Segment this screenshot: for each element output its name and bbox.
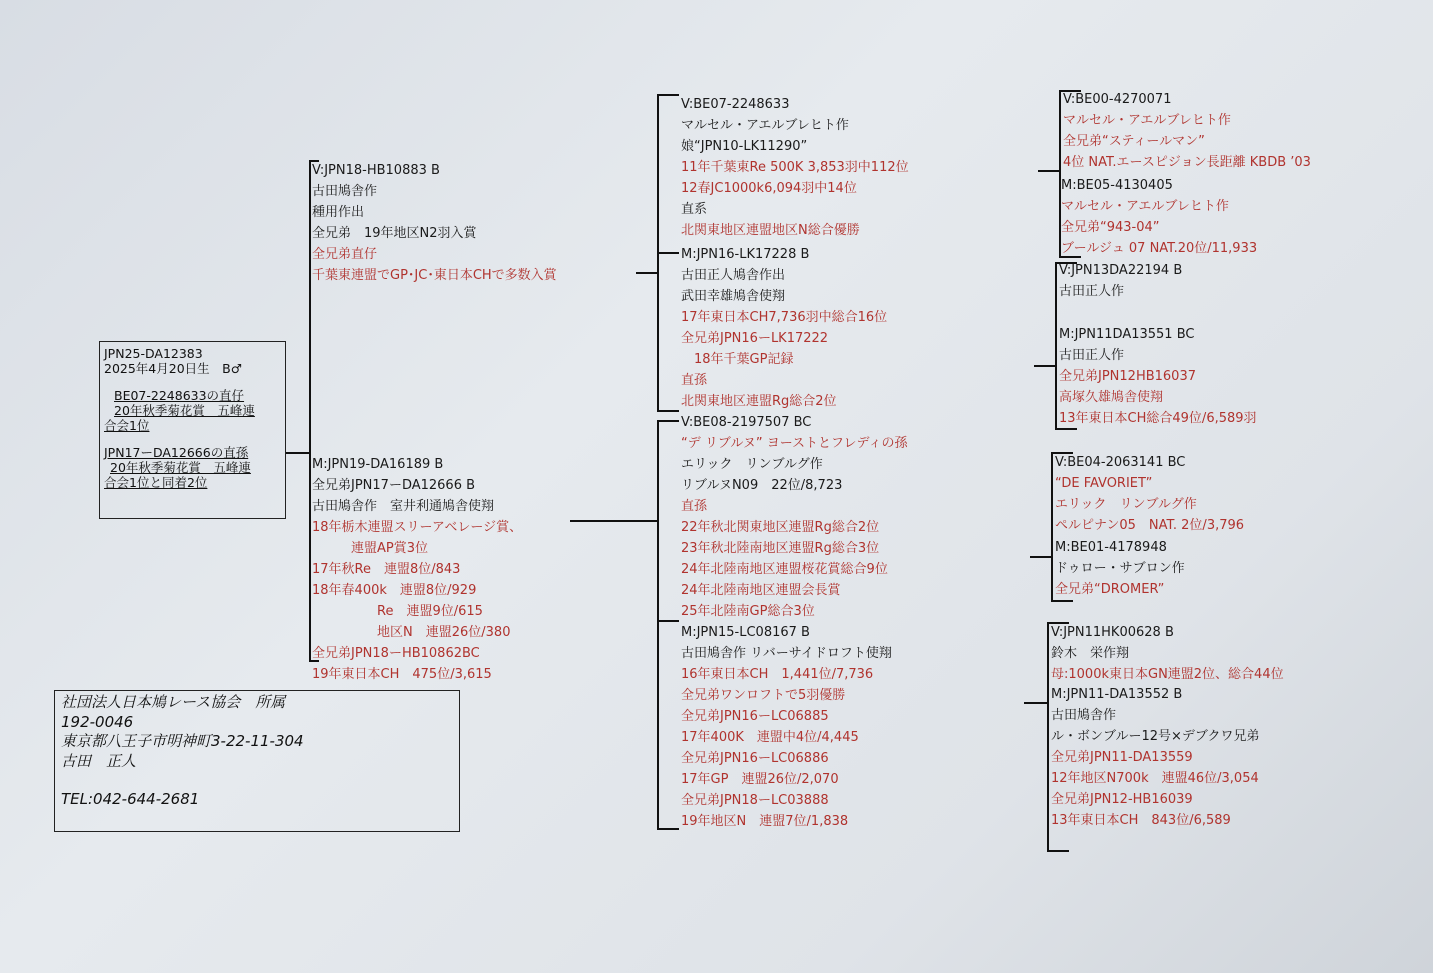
pedigree-line: 18年千葉GP記録	[681, 352, 794, 367]
pedigree-line: M:BE01-4178948	[1055, 540, 1167, 555]
pedigree-line: 17年GP 連盟26位/2,070	[681, 772, 839, 787]
bracket-line	[1030, 556, 1052, 558]
pedigree-line: マルセル・アエルブレヒト作	[1063, 113, 1231, 128]
pedigree-line: 全兄弟JPN12-HB16039	[1051, 792, 1193, 807]
pedigree-line: ル・ボンブルー12号×デブクワ兄弟	[1051, 729, 1260, 744]
pedigree-line: マルセル・アエルブレヒト作	[681, 118, 849, 133]
subject-line1: BE07-2248633の直仔	[114, 388, 245, 403]
bracket-line	[1051, 600, 1073, 602]
bracket-line	[309, 160, 311, 662]
bracket-line	[1038, 170, 1060, 172]
bracket-line	[1034, 365, 1056, 367]
ggp-block-4	[1059, 324, 1257, 429]
pedigree-line: V:JPN13DA22194 B	[1059, 263, 1183, 278]
subject-birth: 2025年4月20日生 B♂	[104, 361, 242, 376]
pedigree-line: エリック リンブルグ作	[1055, 497, 1197, 512]
pedigree-line: M:BE05-4130405	[1061, 178, 1173, 193]
pedigree-line: 鈴木 栄作翔	[1051, 646, 1130, 661]
subject-line5: 20年秋季菊花賞 五峰連	[110, 460, 251, 475]
pedigree-line: 古田正人鳩舎作出	[681, 268, 786, 283]
ggp-block-7	[1051, 622, 1284, 685]
pedigree-line: V:BE08-2197507 BC	[681, 415, 812, 430]
pedigree-line: 12春JC1000k6,094羽中14位	[681, 181, 857, 196]
pedigree-line: リブルヌN09 22位/8,723	[681, 478, 843, 493]
pedigree-line: Re 連盟9位/615	[312, 604, 483, 619]
bracket-line	[657, 420, 659, 830]
pedigree-line: 18年栃木連盟スリーアベレージ賞、	[312, 520, 523, 535]
ggp-block-2	[1061, 175, 1257, 259]
pedigree-line: 直孫	[681, 373, 708, 388]
bracket-line	[657, 94, 679, 96]
pedigree-line: 母:1000k東日本GN連盟2位、総合44位	[1051, 667, 1284, 682]
bracket-line	[1055, 262, 1057, 430]
dam-block	[312, 454, 522, 685]
pedigree-line: M:JPN15-LC08167 B	[681, 625, 810, 640]
sire-sire-block	[681, 94, 909, 241]
ggp-block-1	[1063, 89, 1311, 173]
pedigree-line: 24年北陸南地区連盟会長賞	[681, 583, 841, 598]
bracket-line	[1047, 622, 1049, 852]
pedigree-line: ブールジュ 07 NAT.20位/11,933	[1061, 241, 1258, 256]
pedigree-line: 16年東日本CH 1,441位/7,736	[681, 667, 874, 682]
pedigree-line: 全兄弟JPN18ーHB10862BC	[312, 646, 480, 661]
pedigree-line: 直系	[681, 202, 708, 217]
pedigree-line: “デ リブルヌ” ヨーストとフレディの孫	[681, 436, 908, 451]
pedigree-line: 全兄弟JPN16ーLK17222	[681, 331, 829, 346]
pedigree-line: 17年秋Re 連盟8位/843	[312, 562, 461, 577]
pedigree-line: 全兄弟 19年地区N2羽入賞	[312, 226, 477, 241]
sire-dam-block	[681, 244, 887, 412]
pedigree-line: M:JPN11DA13551 BC	[1059, 327, 1195, 342]
bracket-line	[1051, 452, 1053, 602]
pedigree-line: 千葉東連盟でGP･JC･東日本CHで多数入賞	[312, 268, 557, 283]
pedigree-line: M:JPN19-DA16189 B	[312, 457, 444, 472]
pedigree-line: 古田鳩舎作	[312, 184, 378, 199]
pedigree-line: V:BE04-2063141 BC	[1055, 455, 1186, 470]
pedigree-line: 地区N 連盟26位/380	[312, 625, 511, 640]
pedigree-line: 12年地区N700k 連盟46位/3,054	[1051, 771, 1259, 786]
bracket-line	[1024, 702, 1048, 704]
bracket-line	[1047, 850, 1069, 852]
pedigree-line: 全兄弟JPN12HB16037	[1059, 369, 1196, 384]
pedigree-line: V:BE07-2248633	[681, 97, 790, 112]
pedigree-line: 22年秋北関東地区連盟Rg総合2位	[681, 520, 880, 535]
pedigree-line: 北関東地区連盟地区N総合優勝	[681, 223, 860, 238]
ggp-block-5	[1055, 452, 1244, 536]
pedigree-line: ドゥロー・サブロン作	[1055, 561, 1185, 576]
pedigree-line: V:BE00-4270071	[1063, 92, 1172, 107]
pedigree-line: 13年東日本CH 843位/6,589	[1051, 813, 1231, 828]
pedigree-line: 古田正人作	[1059, 348, 1125, 363]
ggp-block-3	[1059, 260, 1182, 302]
pedigree-line: M:JPN16-LK17228 B	[681, 247, 810, 262]
pedigree-line: 全兄弟“スティールマン”	[1063, 134, 1205, 149]
pedigree-line: 娘“JPN10-LK11290”	[681, 139, 808, 154]
pedigree-line: 連盟AP賞3位	[312, 541, 429, 556]
pedigree-line: 4位 NAT.エースピジョン長距離 KBDB ’03	[1063, 155, 1311, 170]
subject-line3: 合会1位	[104, 418, 150, 433]
ggp-block-8	[1051, 684, 1260, 831]
bracket-line	[657, 252, 679, 254]
pedigree-line: M:JPN11-DA13552 B	[1051, 687, 1183, 702]
pedigree-line: 古田鳩舎作 室井利通鳩舎使翔	[312, 499, 495, 514]
pedigree-line: 古田鳩舎作	[1051, 708, 1117, 723]
pedigree-line: 13年東日本CH総合49位/6,589羽	[1059, 411, 1257, 426]
pedigree-line: 全兄弟JPN17ーDA12666 B	[312, 478, 476, 493]
pedigree-line: 24年北陸南地区連盟桜花賞総合9位	[681, 562, 888, 577]
pedigree-line: 全兄弟JPN11-DA13559	[1051, 750, 1193, 765]
pedigree-line: マルセル・アエルブレヒト作	[1061, 199, 1229, 214]
pedigree-line: 19年東日本CH 475位/3,615	[312, 667, 492, 682]
pedigree-line: V:JPN11HK00628 B	[1051, 625, 1174, 640]
pedigree-line: 直孫	[681, 499, 708, 514]
pedigree-line: 古田正人作	[1059, 284, 1125, 299]
dam-sire-block	[681, 412, 908, 622]
owner-tel: TEL:042-644-2681	[61, 790, 200, 808]
pedigree-line: 19年地区N 連盟7位/1,838	[681, 814, 849, 829]
owner-name: 古田 正人	[61, 751, 137, 770]
sire-block	[312, 160, 557, 286]
pedigree-line: 18年春400k 連盟8位/929	[312, 583, 477, 598]
pedigree-line: 高塚久雄鳩舎使翔	[1059, 390, 1164, 405]
pedigree-line: “DE FAVORIET”	[1055, 476, 1153, 491]
subject-line6: 合会1位と同着2位	[104, 475, 208, 490]
pedigree-line: 全兄弟JPN16ーLC06885	[681, 709, 829, 724]
pedigree-line: 25年北陸南GP総合3位	[681, 604, 815, 619]
pedigree-line: 全兄弟直仔	[312, 247, 378, 262]
pedigree-line: 全兄弟JPN16ーLC06886	[681, 751, 829, 766]
pedigree-line: 17年400K 連盟中4位/4,445	[681, 730, 859, 745]
dam-dam-block	[681, 622, 892, 832]
subject-line2: 20年秋季菊花賞 五峰連	[114, 403, 255, 418]
owner-box	[54, 690, 460, 832]
ggp-block-6	[1055, 537, 1185, 600]
bracket-line	[657, 420, 679, 422]
pedigree-line: 全兄弟ワンロフトで5羽優勝	[681, 688, 846, 703]
pedigree-line: 古田鳩舎作 リバーサイドロフト使翔	[681, 646, 892, 661]
pedigree-line: 全兄弟“DROMER”	[1055, 582, 1165, 597]
pedigree-line: 種用作出	[312, 205, 365, 220]
bracket-line	[636, 272, 658, 274]
bracket-line	[657, 410, 679, 412]
owner-org: 社団法人日本鳩レース協会 所属	[61, 693, 286, 711]
bracket-line	[286, 452, 310, 454]
pedigree-line: V:JPN18-HB10883 B	[312, 163, 440, 178]
bracket-line	[657, 620, 679, 622]
pedigree-line: 11年千葉東Re 500K 3,853羽中112位	[681, 160, 909, 175]
owner-address: 東京都八王子市明神町3-22-11-304	[61, 732, 304, 750]
subject-line4: JPN17ーDA12666の直孫	[104, 445, 249, 460]
subject-ring: JPN25-DA12383	[104, 346, 203, 361]
owner-zip: 192-0046	[61, 712, 134, 731]
pedigree-line: 17年東日本CH7,736羽中総合16位	[681, 310, 888, 325]
bracket-line	[570, 520, 658, 522]
pedigree-line: 武田幸雄鳩舎使翔	[681, 289, 786, 304]
pedigree-line: 全兄弟“943-04”	[1061, 220, 1160, 235]
subject-box	[99, 341, 286, 519]
bracket-line	[657, 828, 679, 830]
pedigree-line: 全兄弟JPN18ーLC03888	[681, 793, 829, 808]
pedigree-line: 23年秋北陸南地区連盟Rg総合3位	[681, 541, 880, 556]
pedigree-line: ペルピナン05 NAT. 2位/3,796	[1055, 518, 1245, 533]
pedigree-line: エリック リンブルグ作	[681, 457, 823, 472]
pedigree-line: 北関東地区連盟Rg総合2位	[681, 394, 837, 409]
